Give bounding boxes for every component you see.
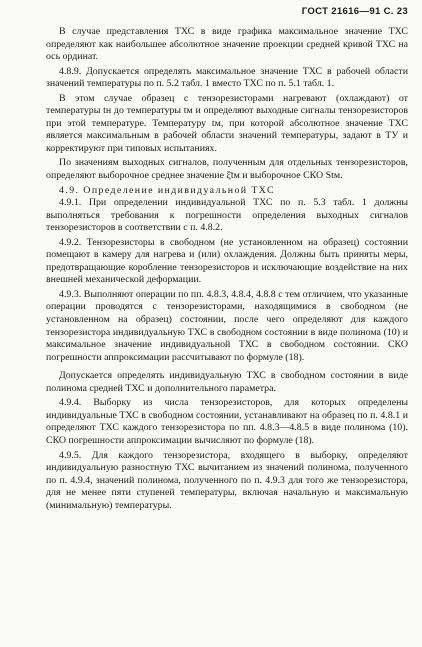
- paragraph-4-9-3: 4.9.3. Выполняют операции по пп. 4.8.3, 4.8.4, 4.8.8 с тем отличием, что указанные операции проводятся с тензорезисторами, находящимися в свободном (не установленном на образец) состоянии, после чего определяют для каждого тензорезистора индивидуальную ТХС в свободном состоянии в виде полинома (10) и максимальное значение индивидуальной ТХС в свободном состоянии. СКО погрешности аппроксимации рассчитывают по формуле (18).: [46, 288, 408, 363]
- paragraph-output-signals: По значениям выходных сигналов, полученным для отдельных тензорезисторов, определяют выборочное среднее значение ξ̄tм и выборочное СКО Stм.: [46, 157, 408, 182]
- section-heading-4-9: 4.9. Определение индивидуальной ТХС: [59, 184, 275, 196]
- paragraph-allowed: Допускается определять индивидуальную ТХС в свободном состоянии в виде полинома средней ТХС и дополнительного параметра.: [46, 370, 408, 394]
- paragraph-graph-max: В случае представления ТХС в виде графика максимальное значение ТХС определяют как наибольшее абсолютное значение проекции средней кривой ТХС на ось ординат.: [46, 26, 408, 63]
- paragraph-4-8-9: 4.8.9. Допускается определять максимальное значение ТХС в рабочей области значений температуры по п. 5.2 табл. 1 вместо ТХС по п. 5.1 табл. 1.: [46, 65, 408, 90]
- paragraph-4-9-2: 4.9.2. Тензорезисторы в свободном (не установленном на образец) состоянии помещают в камеру для нагрева и (или) охлаждения. Должны быть приняты меры, предотвращающие коробление тензорезисторов и исключающие воздействие на них внешней механической деформации.: [46, 236, 408, 286]
- paragraph-4-9-5: 4.9.5. Для каждого тензорезистора, входящего в выборку, определяют индивидуальную разностную ТХС вычитанием из значений полинома, полученного по п. 4.9.4, значений полинома, полученного по п. 4.9.3 для того же тензорезистора, для не менее пяти ступеней температуры, включая начальную и максимальную (минимальную) температуры.: [46, 449, 408, 511]
- paragraph-4-9-1: 4.9.1. При определении индивидуальной ТХС по п. 5.3 табл. 1 должны выполняться требования к погрешности определения выходных сигналов тензорезисторов в соответствии с п. 4.8.2.: [46, 197, 408, 234]
- paragraph-heating-cooling: В этом случае образец с тензорезисторами нагревают (охлаждают) от температуры tн до температуры tм и определяют выходные сигналы тензорезисторов при этой температуре. Температуру tм, при которой абсолютное значение ТХС является максимальным в рабочей области значений температуры, задают в ТУ и корректируют при типовых испытаниях.: [46, 92, 408, 154]
- page-header: ГОСТ 21616—91 С. 23: [301, 6, 408, 17]
- paragraph-4-9-4: 4.9.4. Выборку из числа тензорезисторов, для которых определены индивидуальные ТХС в свободном состоянии, устанавливают на образец по п. 4.8.1 и определяют ТХС каждого тензорезистора по пп. 4.8.3—4.8.5 в виде полинома (10). СКО погрешности аппроксимации вычисляют по формуле (18).: [46, 397, 408, 446]
